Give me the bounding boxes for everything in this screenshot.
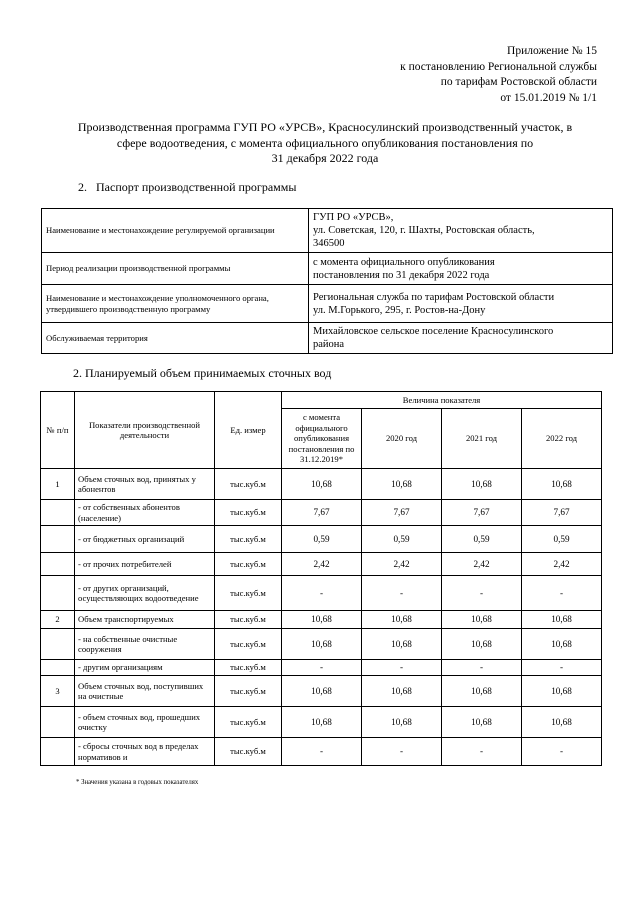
title-line-2: сфере водоотведения, с момента официального опубликования постановления по [116,135,534,150]
row-value: 10,68 [362,629,442,660]
row-value: - [282,660,362,676]
row-indicator: Объем сточных вод, поступивших на очистные [75,676,215,707]
header-value-group: Величина показателя [282,392,602,409]
row-value: - [362,576,442,611]
passport-row [42,323,613,354]
passport-label: Наименование и местонахождение регулируемой организации [42,209,309,253]
table-row [41,676,602,707]
passport-value [309,323,613,354]
row-unit: тыс.куб.м [215,611,282,629]
row-value: 10,68 [442,707,522,738]
passport-value-line: района [313,339,345,350]
row-value: 10,68 [442,629,522,660]
row-value: - [442,738,522,766]
passport-value [309,209,613,253]
appendix-line-4: от 15.01.2019 № 1/1 [500,91,597,104]
row-value: - [442,576,522,611]
row-value: - [362,738,442,766]
passport-value-line: ул. М.Горького, 295, г. Ростов-на-Дону [313,304,486,316]
row-value: 10,68 [362,611,442,629]
row-value: 2,42 [282,553,362,576]
row-number [41,738,75,766]
row-value: 0,59 [442,526,522,553]
header-year-2022: 2022 год [522,409,602,469]
row-value: 7,67 [522,500,602,526]
row-number [41,526,75,553]
passport-value-line: с момента официального опубликования [313,256,495,268]
row-indicator: - от бюджетных организаций [75,526,215,553]
header-number: № п/п [41,392,75,469]
section-volumes-heading: 2. Планируемый объем принимаемых сточных вод [73,366,332,380]
row-number: 3 [41,676,75,707]
row-number: 1 [41,469,75,500]
row-value: - [442,660,522,676]
header-year-2020: 2020 год [362,409,442,469]
row-number [41,707,75,738]
row-indicator: - сбросы сточных вод в пределах нормативов и [75,738,215,766]
footnote: * Значения указана в годовых показателях [76,779,199,786]
passport-row [42,285,613,323]
row-indicator: - от прочих потребителей [75,553,215,576]
row-value: 0,59 [522,526,602,553]
row-value: - [282,738,362,766]
row-unit: тыс.куб.м [215,738,282,766]
passport-row [42,253,613,285]
passport-value-line: ул. Советская, 120, г. Шахты, Ростовская область, [313,225,535,236]
row-value: 10,68 [442,611,522,629]
table-row [41,707,602,738]
row-value: 10,68 [442,676,522,707]
row-value: 2,42 [522,553,602,576]
row-unit: тыс.куб.м [215,660,282,676]
row-value: 10,68 [282,611,362,629]
row-value: 10,68 [522,707,602,738]
row-indicator: - объем сточных вод, прошедших очистку [75,707,215,738]
passport-value-line: ГУП РО «УРСВ», [313,212,394,223]
row-number [41,500,75,526]
document-title [46,120,604,167]
table-row [41,469,602,500]
row-unit: тыс.куб.м [215,707,282,738]
row-value: 10,68 [522,676,602,707]
row-number: 2 [41,611,75,629]
row-number [41,660,75,676]
row-value: - [522,738,602,766]
passport-label: Период реализации производственной программы [42,253,309,285]
row-value: 10,68 [282,707,362,738]
row-number [41,629,75,660]
header-unit: Ед. измер [215,392,282,469]
table-row [41,576,602,611]
row-value: 10,68 [362,707,442,738]
row-unit: тыс.куб.м [215,553,282,576]
row-value: - [362,660,442,676]
row-value: 10,68 [522,611,602,629]
row-unit: тыс.куб.м [215,676,282,707]
table-row [41,611,602,629]
passport-row [42,209,613,253]
row-value: 2,42 [362,553,442,576]
row-indicator: Объем сточных вод, принятых у абонентов [75,469,215,500]
appendix-line-1: Приложение № 15 [507,45,597,57]
table-row [41,738,602,766]
row-value: 10,68 [282,676,362,707]
row-indicator: - на собственные очистные сооружения [75,629,215,660]
section-passport-heading [78,180,296,195]
row-number [41,576,75,611]
row-value: - [522,576,602,611]
appendix-line-2: к постановлению Региональной службы [400,60,597,73]
row-value: 10,68 [362,676,442,707]
table-row [41,629,602,660]
volumes-table [40,391,602,766]
appendix-line-3: по тарифам Ростовской области [440,76,597,88]
row-value: 10,68 [282,629,362,660]
passport-value [309,253,613,285]
row-value: 7,67 [362,500,442,526]
table-row [41,500,602,526]
title-line-3: 31 декабря 2022 года [271,151,379,165]
row-value: 7,67 [442,500,522,526]
row-value: 10,68 [522,629,602,660]
passport-value [309,285,613,323]
header-indicator: Показатели производственной деятельности [75,392,215,469]
passport-value-line: Михайловское сельское поселение Красносулинского [313,326,554,337]
section-number: 2. [78,180,87,194]
row-value: 10,68 [442,469,522,500]
passport-label: Наименование и местонахождение уполномоченного органа, утвердившего производственную программу [42,285,309,323]
passport-value-line: постановления по 31 декабря 2022 года [313,269,490,281]
row-unit: тыс.куб.м [215,500,282,526]
passport-label: Обслуживаемая территория [42,323,309,354]
row-value: - [522,660,602,676]
row-unit: тыс.куб.м [215,576,282,611]
table-row [41,553,602,576]
row-value: 2,42 [442,553,522,576]
section-title: Паспорт производственной программы [96,180,297,194]
row-value: 10,68 [282,469,362,500]
row-indicator: - от собственных абонентов (население) [75,500,215,526]
row-value: 10,68 [522,469,602,500]
row-value: - [282,576,362,611]
row-indicator: Объем транспортируемых [75,611,215,629]
row-value: 0,59 [362,526,442,553]
row-indicator: - от других организаций, осуществляющих водоотведение [75,576,215,611]
passport-value-line: Региональная служба по тарифам Ростовской области [313,291,555,303]
passport-table [41,208,613,354]
table-row [41,660,602,676]
row-unit: тыс.куб.м [215,526,282,553]
header-year-2021: 2021 год [442,409,522,469]
row-unit: тыс.куб.м [215,469,282,500]
row-value: 10,68 [362,469,442,500]
header-period-initial: с момента официального опубликования постановления по 31.12.2019* [282,409,362,469]
row-unit: тыс.куб.м [215,629,282,660]
row-value: 7,67 [282,500,362,526]
row-value: 0,59 [282,526,362,553]
table-row [41,526,602,553]
row-number [41,553,75,576]
appendix-block [400,44,597,106]
row-indicator: - другим организациям [75,660,215,676]
title-line-1: Производственная программа ГУП РО «УРСВ», Красносулинский производственный участок, в [77,120,573,134]
passport-value-line: 346500 [313,238,345,249]
